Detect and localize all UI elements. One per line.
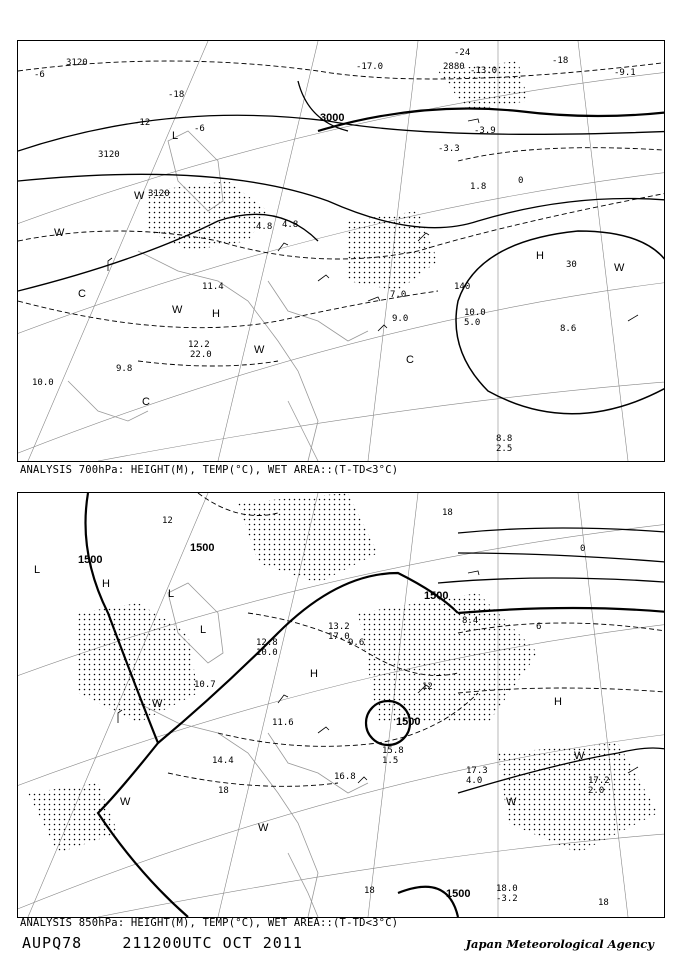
station-value: 10.0 (256, 648, 278, 658)
center-mark: W (152, 698, 163, 710)
station-value: 12.2 (188, 340, 210, 350)
station-value: 12.8 (256, 638, 278, 648)
height-label: 3120 (66, 58, 88, 68)
caption-850hpa: ANALYSIS 850hPa: HEIGHT(M), TEMP(°C), WET AREA::(T-TD<3°C) (20, 917, 399, 929)
center-mark: L (168, 588, 175, 600)
station-value: 4.0 (466, 776, 483, 786)
center-mark: W (172, 304, 183, 316)
station-value: -3.9 (474, 126, 496, 136)
height-label: 1500 (424, 590, 449, 602)
station-value: 10.7 (194, 680, 216, 690)
isotherms-700 (18, 61, 664, 366)
high-contour-700 (456, 231, 664, 414)
height-label: 3120 (148, 189, 170, 199)
pressure-centers-700 (54, 130, 625, 408)
station-value: 7.0 (390, 290, 407, 300)
chart-id: AUPQ78 (22, 934, 83, 952)
station-value: 15.8 (382, 746, 404, 756)
station-value: 5.0 (464, 318, 481, 328)
isotherm-label: 18 (364, 886, 375, 896)
height-label: 1500 (190, 542, 215, 554)
map-850hpa-drawing (18, 493, 664, 917)
map-panel-850hpa (17, 492, 665, 918)
chart-identifier (22, 934, 303, 952)
center-mark: H (212, 308, 220, 320)
agency-credit: Japan Meteorological Agency (465, 937, 654, 951)
station-value: -3.2 (496, 894, 518, 904)
center-mark: W (120, 796, 131, 808)
height-label: 3000 (320, 112, 345, 124)
center-mark: C (406, 354, 414, 366)
graticule-label: 140 (454, 282, 471, 292)
station-value: 9.0 (392, 314, 409, 324)
center-mark: W (614, 262, 625, 274)
station-value: 9.6 (348, 638, 365, 648)
station-value: 10.0 (32, 378, 54, 388)
isotherm-label: 6 (536, 622, 542, 632)
station-value: 11.4 (202, 282, 224, 292)
isotherm-label: 12 (162, 516, 173, 526)
isotherm-label: -18 (552, 56, 569, 66)
center-mark: W (54, 227, 65, 239)
isotherm-label: -24 (454, 48, 471, 58)
height-label: 1500 (446, 888, 471, 900)
center-mark: W (254, 344, 265, 356)
station-value: 16.8 (334, 772, 356, 782)
station-value: -9.1 (614, 68, 636, 78)
station-value: 13.2 (328, 622, 350, 632)
height-label: 1500 (396, 716, 421, 728)
station-value: 2.5 (496, 444, 513, 454)
isotherm-label: 18 (442, 508, 453, 518)
height-label: 2880 (443, 62, 465, 72)
center-mark: C (78, 288, 86, 300)
station-value: 14.4 (212, 756, 234, 766)
center-mark: W (506, 796, 517, 808)
graticule-label: 30 (566, 260, 577, 270)
station-value: 10.0 (464, 308, 486, 318)
isotherm-label: -18 (168, 90, 185, 100)
isotherm-label: 12 (422, 682, 433, 692)
station-value: 1.5 (382, 756, 399, 766)
center-mark: H (310, 668, 318, 680)
station-value: 11.6 (272, 718, 294, 728)
center-mark: L (172, 130, 179, 142)
coastline-700 (68, 131, 368, 461)
center-mark: L (34, 564, 41, 576)
center-mark: H (554, 696, 562, 708)
map-panel-700hpa (17, 40, 665, 462)
isotherm-label: -12 (134, 118, 151, 128)
station-value: 8.6 (560, 324, 577, 334)
map-700hpa-drawing (18, 41, 664, 461)
valid-time: 211200UTC OCT 2011 (122, 934, 303, 952)
isotherm-label: 0 (580, 544, 586, 554)
center-mark: W (258, 822, 269, 834)
isotherm-label: 0 (518, 176, 524, 186)
height-label: 3120 (98, 150, 120, 160)
station-value: -17.0 (356, 62, 384, 72)
station-value: 22.0 (190, 350, 212, 360)
center-mark: L (200, 624, 207, 636)
center-mark: H (536, 250, 544, 262)
center-mark: C (142, 396, 150, 408)
isotherm-label: 18 (598, 898, 609, 908)
wet-area-700 (148, 61, 528, 291)
isotherm-label: -6 (194, 124, 205, 134)
center-mark: W (134, 190, 145, 202)
station-value: 8.8 (496, 434, 513, 444)
station-value: 17.2 (588, 776, 610, 786)
height-label: 1500 (78, 554, 103, 566)
isotherm-label: -6 (34, 70, 45, 80)
height-labels-700 (66, 58, 465, 199)
station-value: -3.3 (438, 144, 460, 154)
station-value: 18.0 (496, 884, 518, 894)
station-value: 2.0 (588, 786, 605, 796)
station-value: 9.8 (116, 364, 133, 374)
graticule-700 (18, 41, 664, 461)
station-value: 4.8 (282, 220, 299, 230)
station-value: 8.4 (462, 616, 479, 626)
isotherm-label: 18 (218, 786, 229, 796)
center-mark: H (102, 578, 110, 590)
station-value: -13.0 (470, 66, 498, 76)
station-value: 4.8 (256, 222, 273, 232)
station-value: 17.0 (328, 632, 350, 642)
caption-700hpa: ANALYSIS 700hPa: HEIGHT(M), TEMP(°C), WET AREA::(T-TD<3°C) (20, 464, 399, 476)
center-mark: W (574, 750, 585, 762)
station-value: 1.8 (470, 182, 487, 192)
station-value: 17.3 (466, 766, 488, 776)
